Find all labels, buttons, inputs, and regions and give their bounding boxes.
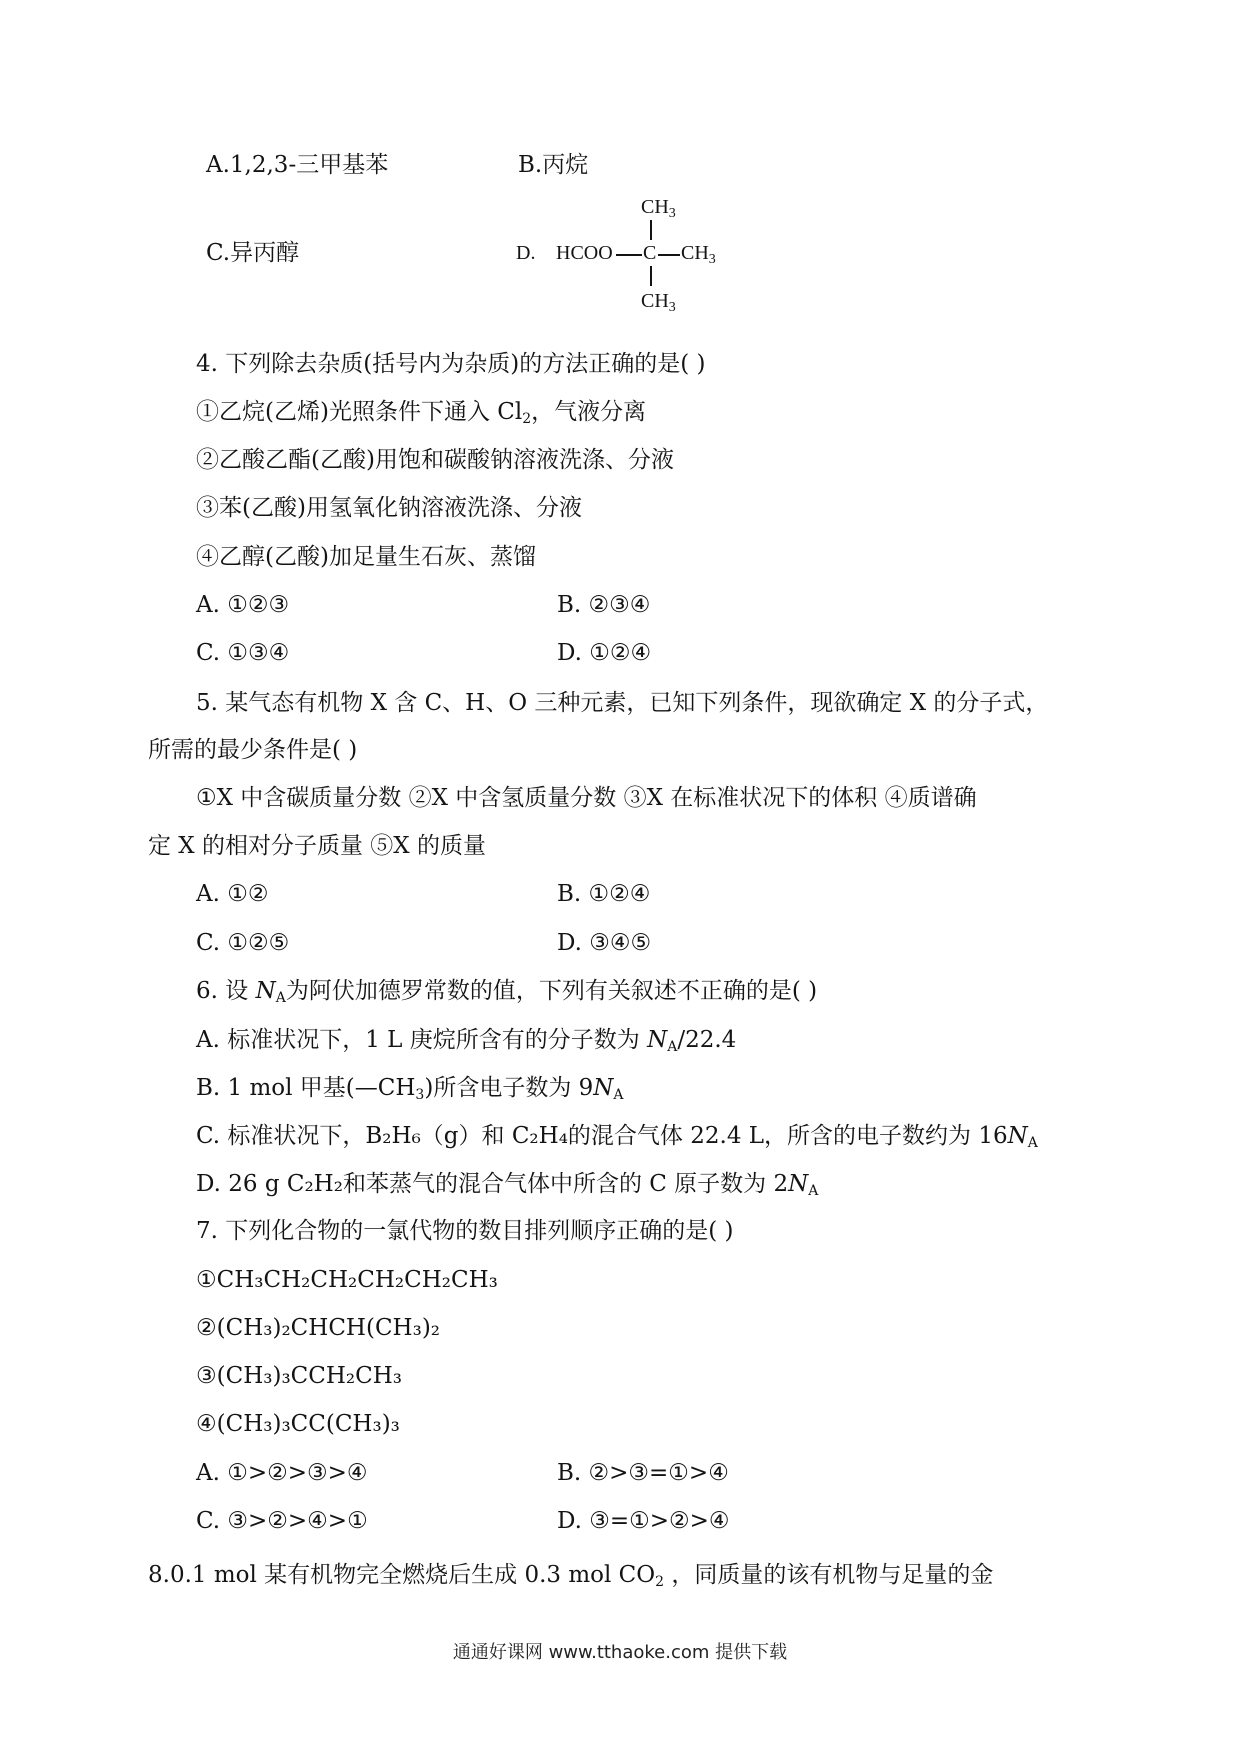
- option-d-label: D.: [516, 242, 536, 264]
- question-4-option-a: A. ①②③: [196, 592, 290, 618]
- question-6-option-a: A. 标准状况下，1 L 庚烷所含有的分子数为 $N_A/22.4$: [196, 1027, 737, 1055]
- option-d-center-atom: C: [643, 242, 657, 264]
- bond-bottom: [650, 266, 652, 286]
- question-5-conditions-line-1: ①X 中含碳质量分数 ②X 中含氢质量分数 ③X 在标准状况下的体积 ④质谱确: [196, 785, 977, 811]
- option-d-bottom-group: $CH_3$: [641, 290, 676, 315]
- question-4-option-b: B. ②③④: [557, 592, 651, 618]
- option-a: A.1,2,3-三甲基苯: [206, 152, 389, 178]
- question-4-option-d: D. ①②④: [557, 640, 652, 666]
- question-5-conditions-line-2: 定 X 的相对分子质量 ⑤X 的质量: [148, 833, 486, 859]
- bond-left: [616, 254, 642, 256]
- bond-right: [658, 254, 680, 256]
- question-7-option-c: C. ③>②>④>①: [196, 1508, 368, 1534]
- question-6-stem: 6. 设 $N_A$为阿伏加德罗常数的值，下列有关叙述不正确的是( ): [196, 978, 818, 1006]
- question-7-stem: 7. 下列化合物的一氯代物的数目排列顺序正确的是( ): [196, 1218, 734, 1244]
- question-4-option-c: C. ①③④: [196, 640, 290, 666]
- option-d-top-group: $CH_3$: [641, 196, 676, 221]
- question-5-option-b: B. ①②④: [557, 881, 651, 907]
- question-7-compound-3: ③(CH₃)₃CCH₂CH₃: [196, 1363, 403, 1389]
- option-b: B.丙烷: [518, 152, 589, 178]
- question-5-option-d: D. ③④⑤: [557, 930, 652, 956]
- question-6-option-c: C. 标准状况下，B₂H₆（g）和 C₂H₄的混合气体 22.4 L，所含的电子数约为 $16N_A$: [196, 1123, 1038, 1151]
- question-7-option-a: A. ①>②>③>④: [196, 1460, 368, 1486]
- question-4-item-3: ③苯(乙酸)用氢氧化钠溶液洗涤、分液: [196, 495, 582, 521]
- bond-top: [650, 220, 652, 240]
- question-7-compound-2: ②(CH₃)₂CHCH(CH₃)₂: [196, 1315, 441, 1341]
- question-4-item-4: ④乙醇(乙酸)加足量生石灰、蒸馏: [196, 544, 536, 570]
- question-7-option-d: D. ③=①>②>④: [557, 1508, 730, 1534]
- option-d-right-group: $CH_3$: [681, 242, 716, 267]
- footer-credit: 通通好课网 www.tthaoke.com 提供下载: [452, 1642, 788, 1663]
- question-5-stem-line-1: 5. 某气态有机物 X 含 C、H、O 三种元素，已知下列条件，现欲确定 X 的分子式，: [196, 690, 1049, 716]
- question-8-stem: 8.0.1 mol 某有机物完全燃烧后生成 0.3 mol $CO_2$ ，同质量的该有机物与足量的金: [148, 1562, 994, 1590]
- question-5-option-c: C. ①②⑤: [196, 930, 290, 956]
- option-d-left-group: HCOO: [556, 242, 613, 264]
- question-5-stem-line-2: 所需的最少条件是( ): [148, 737, 358, 763]
- question-4-stem: 4. 下列除去杂质(括号内为杂质)的方法正确的是( ): [196, 351, 706, 377]
- question-7-option-b: B. ②>③=①>④: [557, 1460, 729, 1486]
- question-7-compound-1: ①CH₃CH₂CH₂CH₂CH₂CH₃: [196, 1267, 498, 1293]
- question-5-option-a: A. ①②: [196, 881, 269, 907]
- question-4-item-1: ①乙烷(乙烯)光照条件下通入 $Cl_2$，气液分离: [196, 399, 647, 427]
- option-c: C.异丙醇: [206, 240, 300, 266]
- question-7-compound-4: ④(CH₃)₃CC(CH₃)₃: [196, 1411, 400, 1437]
- question-4-item-2: ②乙酸乙酯(乙酸)用饱和碳酸钠溶液洗涤、分液: [196, 447, 674, 473]
- question-6-option-b: B. 1 mol 甲基$(—CH_3)$所含电子数为 $9N_A$: [196, 1075, 624, 1103]
- question-6-option-d: D. 26 g C₂H₂和苯蒸气的混合气体中所含的 C 原子数为 $2N_A$: [196, 1171, 819, 1199]
